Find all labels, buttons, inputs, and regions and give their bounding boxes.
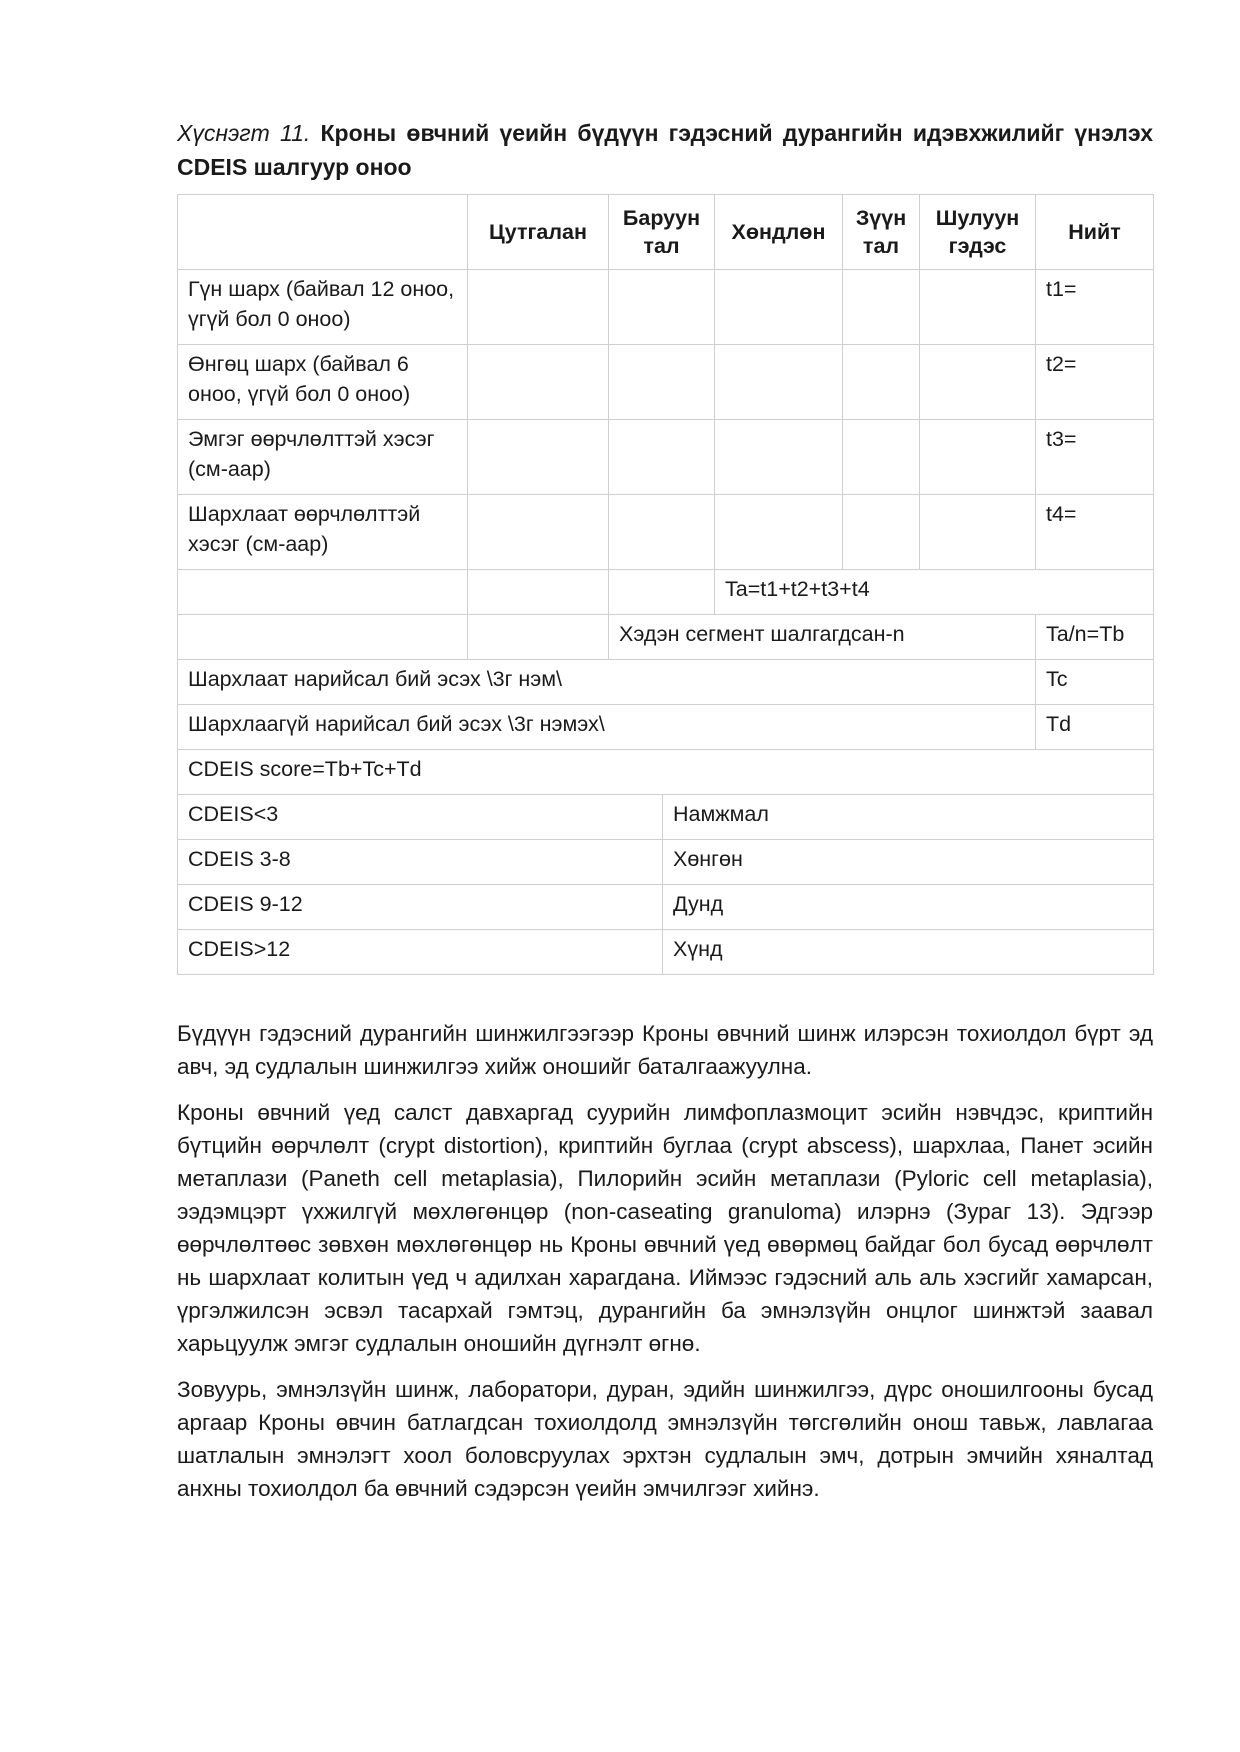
row-total: t1= (1036, 270, 1154, 345)
cdeis-table (177, 194, 1154, 795)
row-total: t4= (1036, 495, 1154, 570)
row-label: Өнгөц шарх (байвал 6 оноо, үгүй бол 0 оноо) (178, 345, 468, 420)
empty-cell (715, 270, 843, 345)
table-row (178, 345, 1154, 420)
header-cell: Хөндлөн (715, 195, 843, 270)
stenosis-non-ulcerated-label: Шархлаагүй нарийсал бий эсэх \3г нэмэх\ (178, 705, 1036, 750)
empty-cell (920, 420, 1036, 495)
cdeis-grade-table (177, 795, 1154, 975)
grade-row (178, 840, 1154, 885)
empty-cell (468, 615, 609, 660)
stenosis-ulcerated-label: Шархлаат нарийсал бий эсэх \3г нэм\ (178, 660, 1036, 705)
empty-cell (843, 495, 920, 570)
empty-cell (843, 420, 920, 495)
row-total: t3= (1036, 420, 1154, 495)
row-total: t2= (1036, 345, 1154, 420)
table-header-row (178, 195, 1154, 270)
grade-range: CDEIS 9-12 (178, 885, 663, 930)
grade-row (178, 930, 1154, 975)
grade-row (178, 795, 1154, 840)
empty-cell (178, 615, 468, 660)
empty-cell (920, 345, 1036, 420)
caption-title: Кроны өвчний үеийн бүдүүн гэдэсний дурангийн идэвхжилийг үнэлэх CDEIS шалгуур оноо (177, 120, 1154, 180)
empty-cell (609, 345, 715, 420)
segments-row (178, 615, 1154, 660)
document-page (177, 116, 1153, 1518)
caption-label: Хүснэгт 11. (177, 120, 311, 146)
row-label: Эмгэг өөрчлөлттэй хэсэг (см-аар) (178, 420, 468, 495)
stenosis-ulcerated-row (178, 660, 1154, 705)
empty-cell (715, 345, 843, 420)
empty-cell (843, 270, 920, 345)
empty-cell (715, 495, 843, 570)
grade-level: Дунд (663, 885, 1154, 930)
grade-level: Намжмал (663, 795, 1154, 840)
empty-cell (178, 570, 468, 615)
header-cell: Шулуун гэдэс (920, 195, 1036, 270)
segments-formula: Ta/n=Tb (1036, 615, 1154, 660)
empty-cell (920, 495, 1036, 570)
grade-row (178, 885, 1154, 930)
paragraph: Бүдүүн гэдэсний дурангийн шинжилгээгээр Кроны өвчний шинж илэрсэн тохиолдол бүрт эд авч, эд судлалын шинжилгээ хийж оношийг баталгаажуулна. (177, 1021, 1153, 1079)
paragraph: Кроны өвчний үед салст давхаргад суурийн лимфоплазмоцит эсийн нэвчдэс, криптийн бүтцийн өөрчлөлт (crypt distortion), криптийн буглаа (crypt abscess), шархлаа, Панет эсийн метаплази (Paneth cell metaplasia), Пилорийн эсийн метаплази (Pyloric cell metaplasia), ээдэмцэрт үхжилгүй мөхлөгөнцөр (non-caseating granuloma) илэрнэ (Зураг 13). Эдгээр өөрчлөлтөөс зөвхөн мөхлөгөнцөр нь Кроны өвчний үед өвөрмөц байдаг бол бусад өөрчлөлт нь шархлаат колитын үед ч адилхан харагдана. Иймээс гэдэсний аль аль хэсгийг хамарсан, үргэлжилсэн эсвэл тасархай гэмтэц, дурангийн ба эмнэлзүйн онцлог шинжтэй заавал харьцуулж эмгэг судлалын оношийн дүгнэлт өгнө. (177, 1100, 1153, 1356)
empty-cell (843, 345, 920, 420)
empty-cell (468, 570, 609, 615)
paragraph: Зовуурь, эмнэлзүйн шинж, лаборатори, дуран, эдийн шинжилгээ, дүрс оношилгооны бусад аргаар Кроны өвчин батлагдсан тохиолдолд эмнэлзүйн төгсгөлийн онош тавьж, лавлагаа шатлалын эмнэлэгт хоол боловсруулах эрхтэн судлалын эмч, дотрын эмчийн хяналтад анхны тохиолдол ба өвчний сэдэрсэн үеийн эмчилгээг хийнэ. (177, 1377, 1153, 1501)
header-cell: Нийт (1036, 195, 1154, 270)
body-text (177, 1017, 1153, 1505)
grade-range: CDEIS 3-8 (178, 840, 663, 885)
stenosis-non-ulcerated-row (178, 705, 1154, 750)
grade-range: CDEIS>12 (178, 930, 663, 975)
empty-cell (609, 420, 715, 495)
empty-cell (609, 270, 715, 345)
table-row (178, 270, 1154, 345)
empty-cell (920, 270, 1036, 345)
empty-cell (468, 345, 609, 420)
table-caption (177, 116, 1153, 184)
stenosis-ulcerated-value: Tc (1036, 660, 1154, 705)
table-row (178, 420, 1154, 495)
header-cell: Зүүн тал (843, 195, 920, 270)
row-label: Шархлаат өөрчлөлттэй хэсэг (см-аар) (178, 495, 468, 570)
empty-cell (715, 420, 843, 495)
empty-cell (609, 495, 715, 570)
empty-cell (468, 270, 609, 345)
stenosis-non-ulcerated-value: Td (1036, 705, 1154, 750)
score-formula: CDEIS score=Tb+Tc+Td (178, 750, 1154, 795)
table-row (178, 495, 1154, 570)
header-cell: Баруун тал (609, 195, 715, 270)
score-formula-row (178, 750, 1154, 795)
grade-range: CDEIS<3 (178, 795, 663, 840)
header-cell: Цутгалан (468, 195, 609, 270)
empty-cell (468, 420, 609, 495)
grade-level: Хөнгөн (663, 840, 1154, 885)
sum-formula: Ta=t1+t2+t3+t4 (715, 570, 1154, 615)
sum-row (178, 570, 1154, 615)
header-cell (178, 195, 468, 270)
empty-cell (609, 570, 715, 615)
row-label: Гүн шарх (байвал 12 оноо, үгүй бол 0 оноо) (178, 270, 468, 345)
segments-label: Хэдэн сегмент шалгагдсан-n (609, 615, 1036, 660)
grade-level: Хүнд (663, 930, 1154, 975)
empty-cell (468, 495, 609, 570)
